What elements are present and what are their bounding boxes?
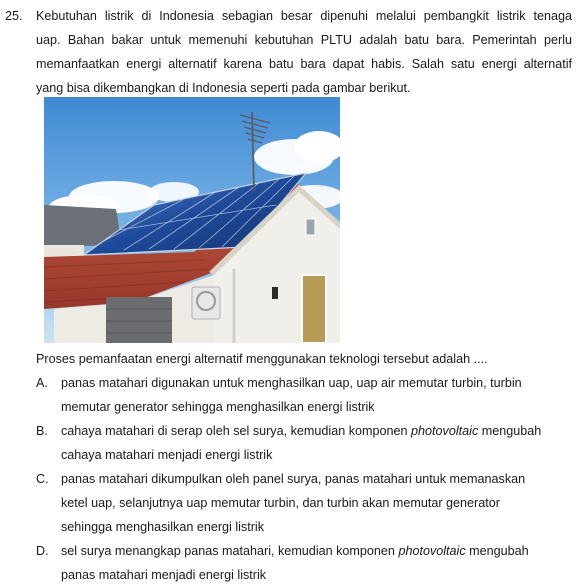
option-letter: B. (36, 424, 48, 438)
option-line: cahaya matahari di serap oleh sel surya, kemudian komponen photovoltaic mengubah (61, 424, 542, 438)
question-number: 25. (5, 9, 23, 23)
option-text (61, 539, 571, 587)
option-line: panas matahari menjadi energi listrik (61, 568, 267, 582)
stem-line: uap. Bahan bakar untuk memenuhi kebutuhan PLTU adalah batu bara. Pemerintah perlu (36, 33, 572, 47)
question-stem (36, 4, 572, 100)
stem-line: memanfaatkan energi alternatif karena batu bara dapat habis. Salah satu energi alternatif (36, 57, 572, 71)
stem-line: Kebutuhan listrik di Indonesia sebagian besar dipenuhi melalui pembangkit listrik tenaga (36, 9, 572, 23)
option-line: cahaya matahari menjadi energi listrik (61, 448, 273, 462)
option-line: ketel uap, selanjutnya uap memutar turbin, dan turbin akan memutar generator (61, 496, 500, 510)
question-prompt: Proses pemanfaatan energi alternatif menggunakan teknologi tersebut adalah .... (36, 352, 488, 366)
option-letter: C. (36, 472, 49, 486)
option-letter: D. (36, 544, 49, 558)
option-line: memutar generator sehingga menghasilkan energi listrik (61, 400, 375, 414)
option-line: panas matahari digunakan untuk menghasilkan uap, uap air memutar turbin, turbin (61, 376, 522, 390)
option-line: sel surya menangkap panas matahari, kemudian komponen photovoltaic mengubah (61, 544, 529, 558)
option-text (61, 467, 571, 539)
option-letter: A. (36, 376, 48, 390)
option-line: sehingga menghasilkan energi listrik (61, 520, 265, 534)
solar-house-image (44, 97, 340, 343)
option-text (61, 419, 571, 467)
option-line: panas matahari dikumpulkan oleh panel surya, panas matahari untuk memanaskan (61, 472, 526, 486)
option-text (61, 371, 571, 419)
stem-line: yang bisa dikembangkan di Indonesia seperti pada gambar berikut. (36, 81, 411, 95)
